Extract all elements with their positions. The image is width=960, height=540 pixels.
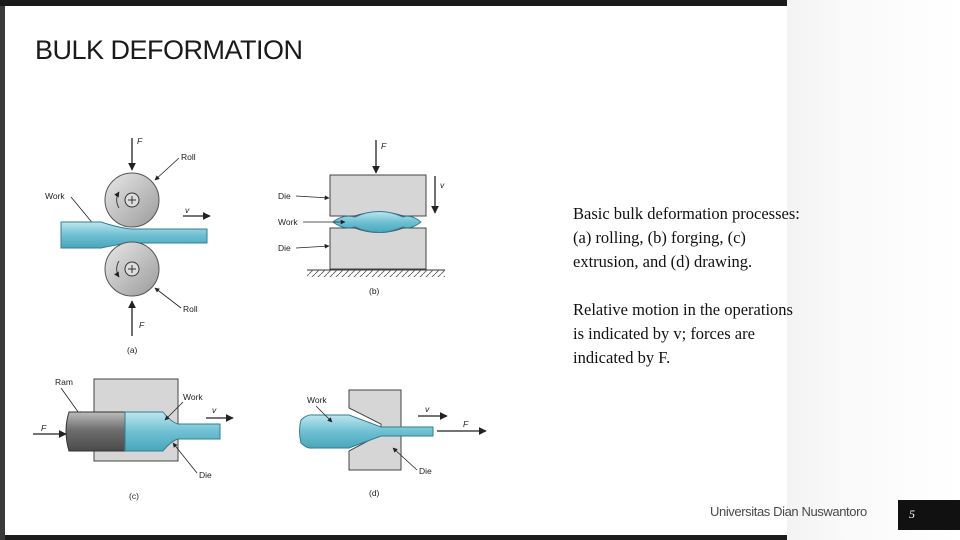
- extrusion-work-label: Work: [183, 392, 203, 402]
- rolling-roll-bottom-label: Roll: [183, 304, 198, 314]
- forging-velocity-label: v: [440, 180, 445, 190]
- drawing-panel-label: (d): [369, 488, 380, 498]
- rolling-panel-label: (a): [127, 345, 138, 355]
- extrusion-force-label: F: [41, 423, 47, 433]
- page-number-box: [898, 500, 960, 530]
- rolling-force-top-label: F: [137, 136, 143, 146]
- rolling-roll-top-label: Roll: [181, 152, 196, 162]
- forging-die-bottom-label: Die: [278, 243, 291, 253]
- forging-work-label: Work: [278, 217, 298, 227]
- drawing-die-label: Die: [419, 466, 432, 476]
- slide-title: BULK DEFORMATION: [35, 35, 303, 65]
- right-side-panel: [787, 0, 960, 540]
- rolling-work-label: Work: [45, 191, 65, 201]
- forging-force-label: F: [381, 141, 387, 151]
- rolling-velocity-label: v: [185, 205, 190, 215]
- bottom-accent-bar: [5, 535, 787, 540]
- extrusion-ram: [66, 412, 125, 451]
- drawing-velocity-label: v: [425, 404, 430, 414]
- drawing-force-label: F: [463, 419, 469, 429]
- extrusion-velocity-label: v: [212, 405, 217, 415]
- forging-anvil-ground: [307, 270, 445, 277]
- forging-die-top-label: Die: [278, 191, 291, 201]
- figure-caption: [573, 202, 808, 370]
- drawing-work-label: Work: [307, 395, 327, 405]
- footer-institution: Universitas Dian Nuswantoro: [710, 504, 867, 519]
- extrusion-ram-label: Ram: [55, 377, 73, 387]
- caption-paragraph-notation: Relative motion in the operations is indicated by v; forces are indicated by F.: [573, 300, 793, 367]
- page-number: 5: [909, 507, 915, 521]
- extrusion-die-label: Die: [199, 470, 212, 480]
- bulk-deformation-figure: [33, 118, 509, 520]
- extrusion-panel-label: (c): [129, 491, 139, 501]
- forging-panel-label: (b): [369, 286, 380, 296]
- rolling-force-bottom-label: F: [139, 320, 145, 330]
- left-accent-bar: [0, 6, 5, 540]
- caption-paragraph-processes: Basic bulk deformation processes: (a) rolling, (b) forging, (c) extrusion, and (d) drawing.: [573, 204, 800, 271]
- forging-die-top: [330, 175, 426, 216]
- forging-die-bottom: [330, 228, 426, 269]
